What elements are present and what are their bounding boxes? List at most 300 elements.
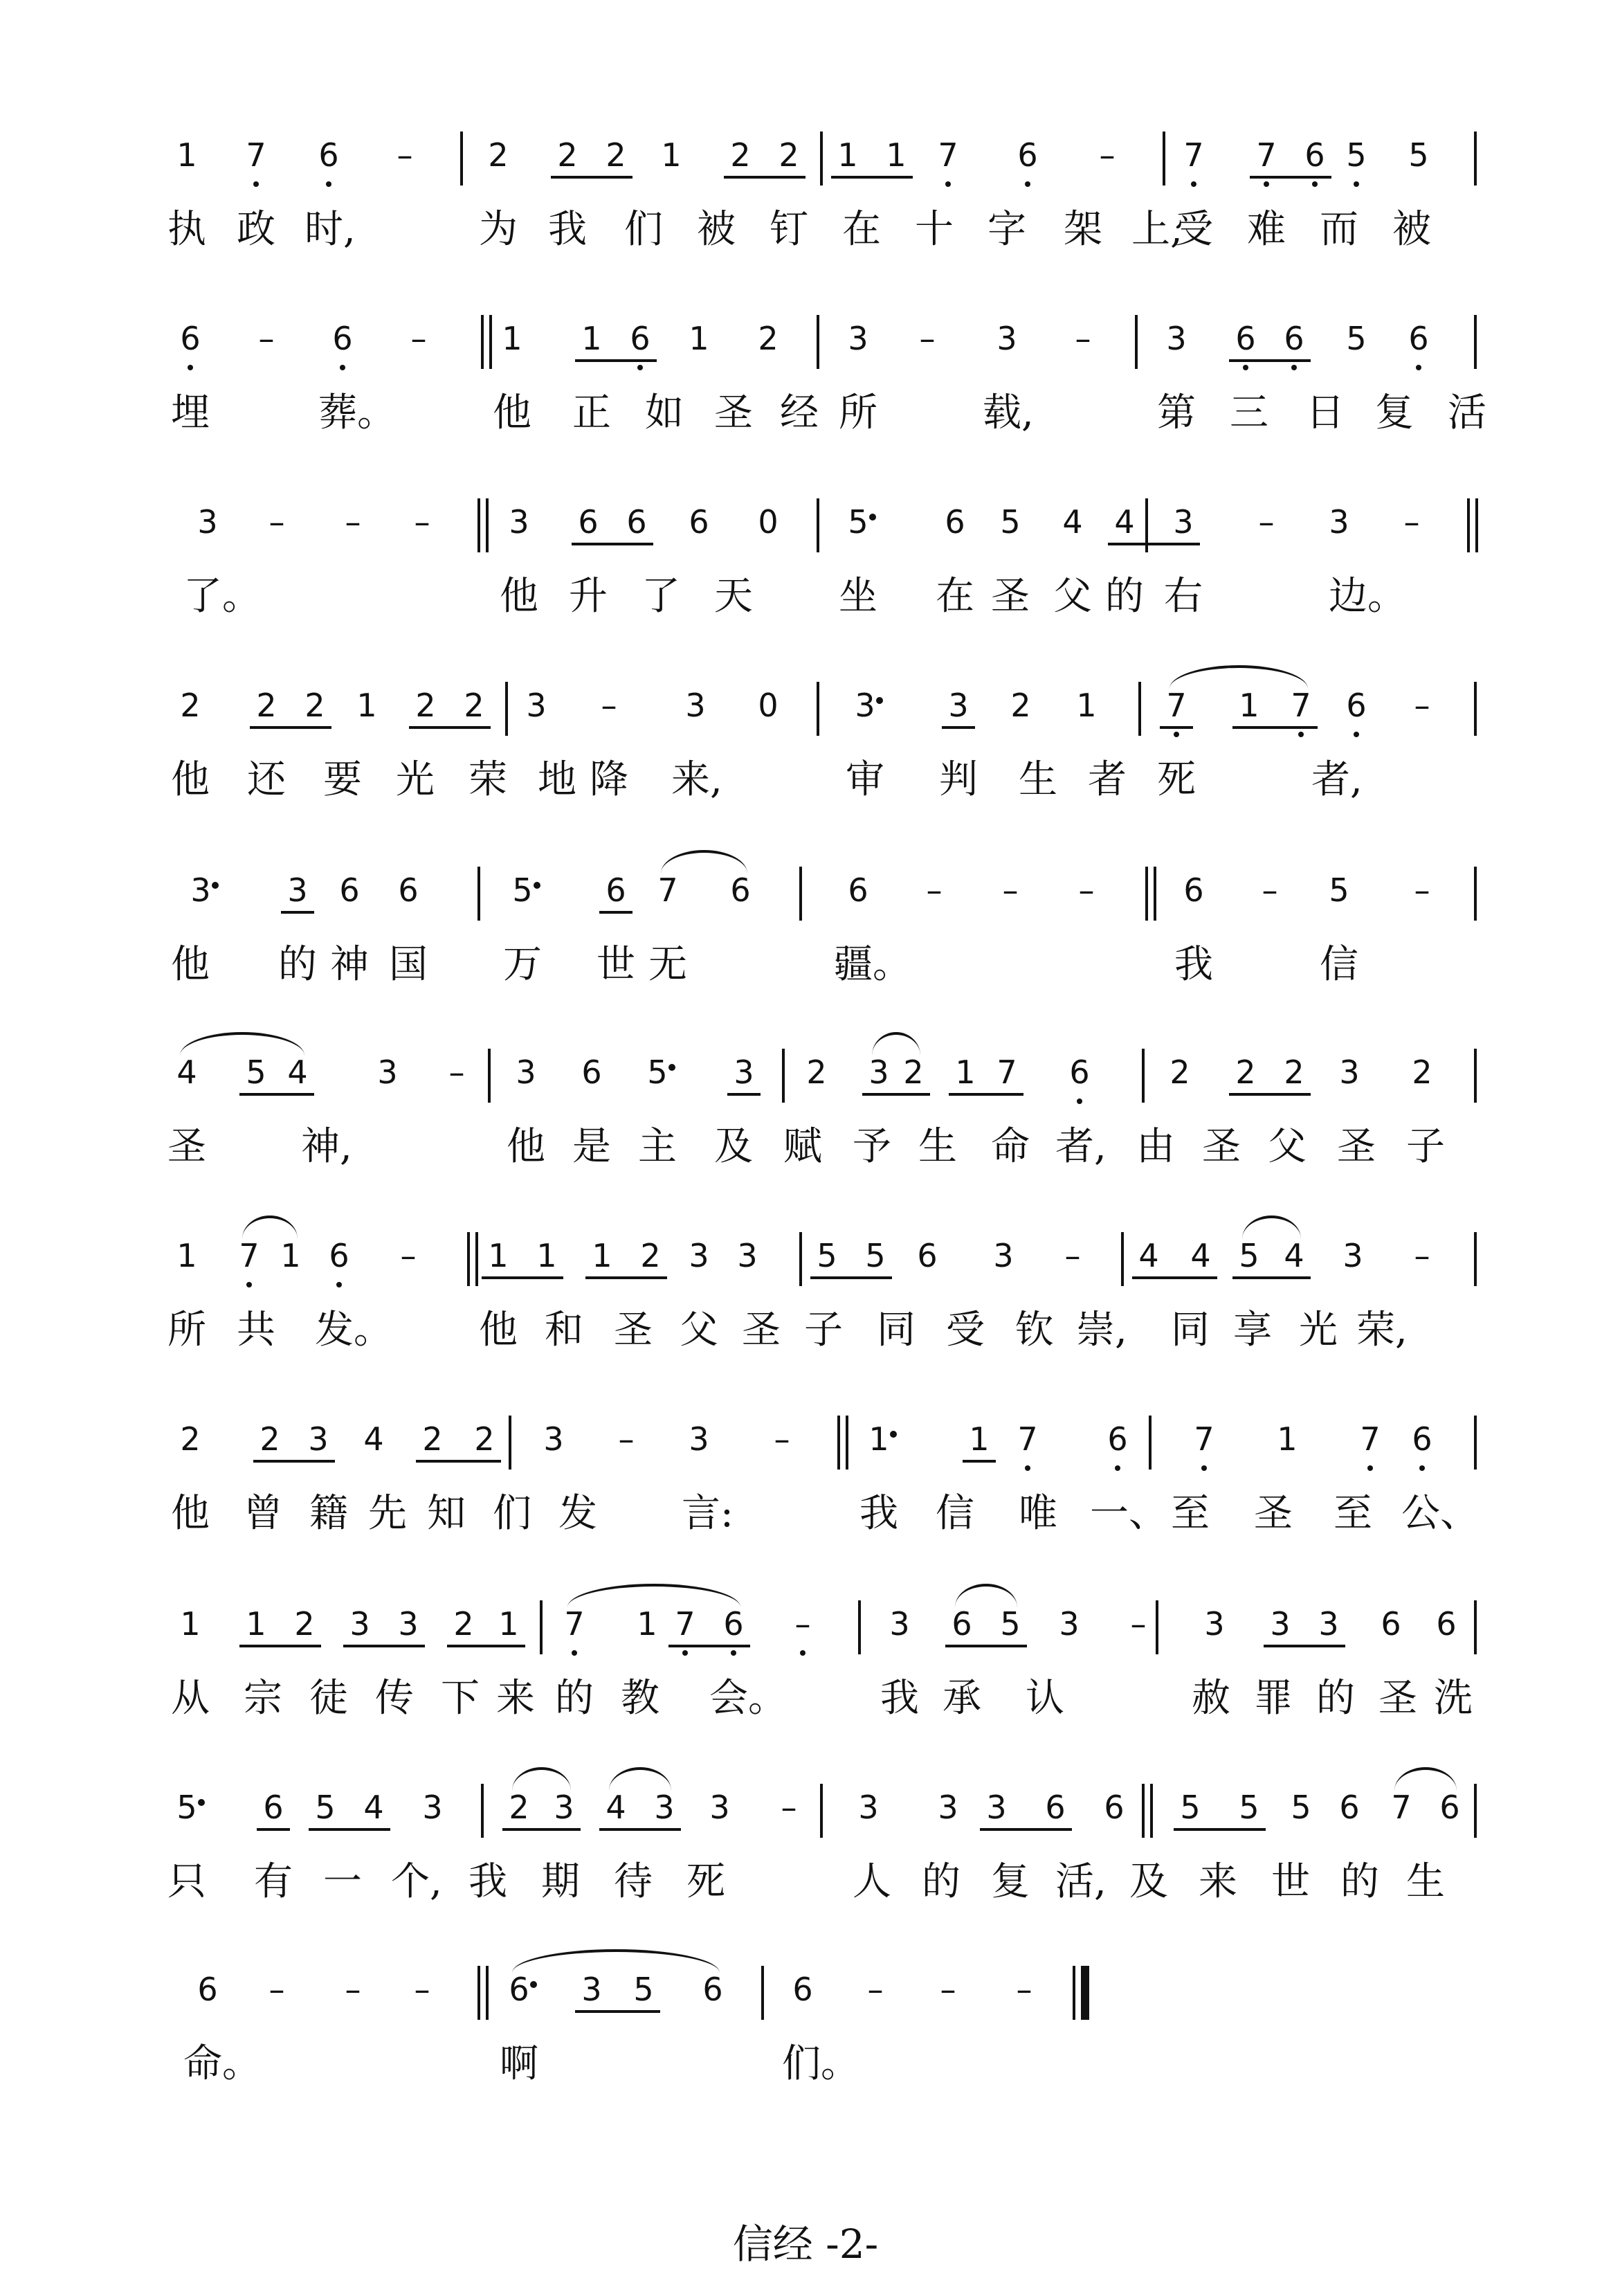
lyrics-row <box>0 1112 1611 1182</box>
lyric-syllable: 的 <box>1105 574 1144 619</box>
note <box>1337 294 1376 377</box>
lyric-syllable: 字 <box>987 207 1026 252</box>
barline <box>799 867 802 921</box>
note <box>1098 1395 1137 1478</box>
lyric-syllable: 人 <box>853 1859 891 1904</box>
note-digit: 6 <box>318 136 339 174</box>
note <box>548 111 587 194</box>
dash-extension <box>385 111 424 194</box>
underline-beam <box>575 359 657 362</box>
barline <box>1474 867 1477 921</box>
dash-extension <box>389 1211 428 1294</box>
note-digit: – <box>781 1789 797 1826</box>
note-digit: 5 <box>1329 871 1349 909</box>
lyric-syllable: 圣 <box>991 574 1030 619</box>
note <box>1067 661 1106 744</box>
double-barline <box>481 315 484 369</box>
note-digit: – <box>794 1605 811 1643</box>
note-digit: 1 <box>280 1237 301 1274</box>
note <box>929 111 967 194</box>
note-digit: 7 <box>675 1605 695 1643</box>
octave-dot <box>1025 1465 1030 1471</box>
note-digit: 3 <box>709 1789 730 1826</box>
note <box>908 1211 947 1294</box>
note <box>828 111 867 194</box>
note-digit: 5 <box>647 1054 668 1091</box>
lyric-syllable: 个, <box>391 1859 442 1904</box>
note-digit: 6 <box>630 320 650 357</box>
note-digit: 6 <box>263 1789 284 1826</box>
note-digit: 6 <box>792 1971 813 2008</box>
note <box>700 1763 739 1846</box>
note-digit: 1 <box>581 320 602 357</box>
note-digit: 2 <box>557 136 578 174</box>
note-digit: – <box>867 1971 884 2008</box>
lyric-syllable: 天 <box>714 574 753 619</box>
lyrics-row <box>0 1296 1611 1365</box>
note <box>783 1945 822 2028</box>
barline <box>799 1232 802 1286</box>
augmentation-dot <box>212 882 219 889</box>
barline <box>817 682 819 736</box>
lyric-syllable: 升 <box>569 574 608 619</box>
note-digit: 3 <box>543 1420 564 1458</box>
note-digit: 6 <box>1439 1789 1460 1826</box>
lyric-syllable: 圣 <box>1378 1676 1417 1721</box>
note <box>251 1395 289 1478</box>
score-system <box>0 1395 1611 1561</box>
double-barline <box>475 1232 478 1286</box>
augmentation-dot <box>876 697 883 704</box>
note <box>171 661 210 744</box>
lyrics-row <box>0 1664 1611 1733</box>
note-digit: 4 <box>1114 503 1135 541</box>
note-digit: 3 <box>1173 503 1194 541</box>
dash-extension <box>257 478 296 561</box>
dash-extension <box>247 294 286 377</box>
note-digit: 2 <box>1169 1054 1190 1091</box>
note-digit: 7 <box>564 1605 585 1643</box>
note-digit: 2 <box>180 687 201 724</box>
note-digit: 5 <box>1000 1605 1021 1643</box>
lyric-syllable: 一、 <box>1090 1491 1167 1536</box>
lyric-syllable: 复 <box>1375 390 1414 435</box>
lyric-syllable: 同 <box>1171 1308 1210 1353</box>
note-digit: – <box>258 320 275 357</box>
octave-dot <box>1298 732 1304 737</box>
note-digit: 6 <box>917 1237 938 1274</box>
note <box>1320 478 1358 561</box>
note <box>770 111 808 194</box>
underline-beam <box>949 1093 1023 1096</box>
note <box>929 1763 967 1846</box>
dash-extension <box>590 661 628 744</box>
note-digit: 5 <box>848 503 868 541</box>
dash-extension <box>334 1945 372 2028</box>
underline-beam <box>668 1645 750 1647</box>
lyric-syllable: 圣 <box>614 1308 653 1353</box>
note-digit: 7 <box>1194 1420 1214 1458</box>
note-digit: 6 <box>398 871 419 909</box>
barline <box>505 682 508 736</box>
lyric-syllable: 唯 <box>1019 1491 1057 1536</box>
note <box>171 294 210 377</box>
dash-extension <box>1392 478 1431 561</box>
lyric-syllable: 发 <box>558 1491 597 1536</box>
lyric-syllable: 会。 <box>709 1676 787 1721</box>
note <box>1036 1763 1075 1846</box>
octave-dot <box>1174 732 1179 737</box>
underline-beam <box>343 1645 425 1647</box>
note-digit: 3 <box>197 503 218 541</box>
lyric-syllable: 信 <box>936 1491 974 1536</box>
note-digit: 1 <box>488 1237 509 1274</box>
note-digit: – <box>400 1237 417 1274</box>
note-digit: 7 <box>1291 687 1311 724</box>
note <box>340 1580 379 1663</box>
lyric-syllable: 子 <box>804 1308 843 1353</box>
lyric-syllable: 曾 <box>244 1491 282 1536</box>
note-digit: 2 <box>903 1054 924 1091</box>
note <box>693 1945 732 2028</box>
lyric-syllable: 日 <box>1306 390 1345 435</box>
note-digit: 2 <box>415 687 436 724</box>
note-digit: 3 <box>938 1789 958 1826</box>
augmentation-dot <box>198 1799 205 1806</box>
dash-extension <box>403 478 442 561</box>
note-digit: 1 <box>180 1605 201 1643</box>
notation-row <box>0 1945 1611 2028</box>
lyric-syllable: 啊 <box>500 2041 538 2086</box>
octave-dot <box>1419 1465 1425 1471</box>
barline <box>1474 1049 1477 1103</box>
note <box>330 846 369 929</box>
note-digit: – <box>268 1971 285 2008</box>
lyric-syllable: 子 <box>1406 1124 1445 1169</box>
note-digit: 7 <box>1360 1420 1381 1458</box>
octave-dot <box>1264 181 1269 187</box>
note <box>254 1763 293 1846</box>
lyric-syllable: 们 <box>493 1491 531 1536</box>
lyric-syllable: 的 <box>555 1676 594 1721</box>
lyric-syllable: 圣 <box>1337 1124 1376 1169</box>
note-digit: 3 <box>581 1971 602 2008</box>
note-digit: 6 <box>626 503 647 541</box>
note-digit: 2 <box>806 1054 827 1091</box>
lyric-syllable: 有 <box>254 1859 293 1904</box>
octave-dot <box>336 1282 342 1287</box>
underline-beam <box>862 1093 930 1096</box>
note-digit: – <box>414 503 430 541</box>
dash-extension <box>1067 846 1106 929</box>
lyric-syllable: 们。 <box>782 2041 859 2086</box>
lyric-syllable: 他 <box>479 1308 518 1353</box>
octave-dot <box>1312 181 1318 187</box>
barline <box>820 1784 823 1838</box>
lyric-syllable: 被 <box>1392 207 1431 252</box>
dash-extension <box>770 1763 808 1846</box>
octave-dot <box>1077 1099 1082 1104</box>
dash-extension <box>915 846 954 929</box>
underline-beam <box>1232 726 1318 729</box>
note <box>987 294 1026 377</box>
barline <box>1142 1049 1145 1103</box>
note-digit: – <box>919 320 936 357</box>
note-digit: 6 <box>509 1971 529 2008</box>
note <box>181 846 220 929</box>
octave-dot <box>945 181 951 187</box>
octave-dot <box>326 181 331 187</box>
note <box>1399 111 1438 194</box>
lyric-syllable: 者, <box>1311 757 1363 802</box>
octave-dot <box>731 1650 736 1656</box>
lyric-syllable: 坐 <box>839 574 877 619</box>
note-digit: – <box>774 1420 790 1458</box>
note <box>569 478 608 561</box>
note <box>1060 1028 1099 1111</box>
note-digit: 3 <box>858 1789 879 1826</box>
lyric-syllable: 圣 <box>1202 1124 1241 1169</box>
dash-extension <box>1119 1580 1158 1663</box>
lyric-syllable: 在 <box>842 207 881 252</box>
barline <box>1474 1416 1477 1470</box>
note-digit: 1 <box>955 1054 976 1091</box>
score-system <box>0 1580 1611 1746</box>
barline <box>1474 1232 1477 1286</box>
note <box>295 661 334 744</box>
lyric-syllable: 正 <box>572 390 611 435</box>
underline-beam <box>1250 176 1331 179</box>
score-system <box>0 661 1611 827</box>
octave-dot <box>800 1650 806 1656</box>
note <box>493 294 531 377</box>
note-digit: – <box>414 1971 430 2008</box>
note-digit: 5 <box>633 1971 654 2008</box>
note-digit: – <box>1414 687 1430 724</box>
lyric-syllable: 被 <box>697 207 736 252</box>
note-digit: – <box>1078 871 1095 909</box>
dash-extension <box>403 1945 442 2028</box>
note <box>309 111 348 194</box>
underline-beam <box>257 1828 290 1831</box>
lyrics-row <box>0 1847 1611 1917</box>
underline-beam <box>1174 1828 1266 1831</box>
lyric-syllable: 疆。 <box>834 942 911 987</box>
note-digit: 1 <box>246 1605 266 1643</box>
note-digit: 3 <box>855 687 875 724</box>
lyric-syllable: 我 <box>1174 942 1213 987</box>
note-digit: 6 <box>1339 1789 1360 1826</box>
note-digit: 5 <box>1239 1789 1259 1826</box>
note-digit: 1 <box>356 687 377 724</box>
note-digit: – <box>601 687 617 724</box>
lyric-syllable: 而 <box>1320 207 1358 252</box>
note <box>1247 111 1286 194</box>
note-digit: 3 <box>287 871 308 909</box>
underline-beam <box>253 1460 335 1463</box>
lyric-syllable: 赋 <box>783 1124 822 1169</box>
underline-beam <box>1108 543 1200 545</box>
lyrics-row <box>0 2030 1611 2099</box>
lyric-syllable: 先 <box>368 1491 407 1536</box>
score-system <box>0 1763 1611 1929</box>
underline-beam <box>963 1460 996 1463</box>
note-digit: 1 <box>969 1420 990 1458</box>
note <box>171 1395 210 1478</box>
note-digit: 3 <box>1270 1605 1291 1643</box>
note <box>500 1945 538 2028</box>
note <box>489 1580 528 1663</box>
note <box>631 1211 670 1294</box>
note <box>1001 661 1040 744</box>
barline <box>1474 132 1477 186</box>
lyric-syllable: 所 <box>167 1308 206 1353</box>
dash-extension <box>991 846 1030 929</box>
note-digit: 3 <box>948 687 969 724</box>
note-digit: – <box>1002 871 1019 909</box>
octave-dot <box>637 365 643 370</box>
note-digit: 1 <box>837 136 858 174</box>
lyric-syllable: 洗 <box>1434 1676 1473 1721</box>
underline-beam <box>1160 726 1193 729</box>
augmentation-dot <box>534 882 540 889</box>
dash-extension <box>1403 661 1441 744</box>
dash-extension <box>1403 1211 1441 1294</box>
underline-beam <box>724 176 806 179</box>
note <box>859 1395 898 1478</box>
lyric-syllable: 埋 <box>171 390 210 435</box>
note <box>939 661 978 744</box>
note <box>188 1945 227 2028</box>
lyric-syllable: 由 <box>1136 1124 1175 1169</box>
note-digit: 6 <box>1104 1789 1125 1826</box>
note <box>856 1211 895 1294</box>
lyric-syllable: 他 <box>493 390 531 435</box>
note-digit: 1 <box>498 1605 519 1643</box>
underline-beam <box>551 176 632 179</box>
note <box>527 1211 566 1294</box>
lyric-syllable: 圣 <box>742 1308 781 1353</box>
dash-extension <box>437 1028 476 1111</box>
octave-dot <box>572 1650 577 1656</box>
underline-beam <box>447 1645 525 1647</box>
octave-dot <box>1243 365 1248 370</box>
note <box>1337 661 1376 744</box>
note <box>1171 1763 1210 1846</box>
lyric-syllable: 圣 <box>167 1124 206 1169</box>
lyric-syllable: 在 <box>936 574 974 619</box>
underline-beam <box>1229 1093 1311 1096</box>
lyric-syllable: 来 <box>1199 1859 1237 1904</box>
note <box>1105 478 1144 561</box>
lyric-syllable: 我 <box>548 207 587 252</box>
note-digit: 6 <box>197 1971 218 2008</box>
lyric-syllable: 来, <box>671 757 722 802</box>
octave-dot <box>1115 1465 1120 1471</box>
note-digit: – <box>345 1971 361 2008</box>
note-digit: 3 <box>190 871 211 909</box>
double-barline <box>467 1232 470 1286</box>
lyric-syllable: 是 <box>572 1124 611 1169</box>
dash-extension <box>1088 111 1127 194</box>
double-barline <box>1475 498 1478 552</box>
barline <box>1474 1784 1477 1838</box>
note <box>1053 478 1092 561</box>
octave-dot <box>682 1650 688 1656</box>
score-system <box>0 846 1611 1012</box>
barline <box>1474 682 1477 736</box>
lyric-syllable: 如 <box>645 390 684 435</box>
note-digit: 3 <box>889 1605 910 1643</box>
note <box>1268 1395 1307 1478</box>
note-digit: – <box>1130 1605 1147 1643</box>
lyric-syllable: 要 <box>323 757 362 802</box>
note-digit: 5 <box>176 1789 197 1826</box>
lyric-syllable: 公、 <box>1401 1491 1479 1536</box>
lyric-syllable: 上, <box>1131 207 1183 252</box>
lyric-syllable: 徒 <box>309 1676 348 1721</box>
note-digit: 2 <box>1010 687 1031 724</box>
lyric-syllable: 为 <box>479 207 518 252</box>
note-digit: 2 <box>758 320 779 357</box>
lyric-syllable: 圣 <box>714 390 753 435</box>
lyric-syllable: 只 <box>167 1859 206 1904</box>
note <box>1337 111 1376 194</box>
note <box>406 661 445 744</box>
note-digit: 3 <box>737 1237 758 1274</box>
note-digit: 4 <box>1190 1237 1211 1274</box>
note <box>1282 1763 1320 1846</box>
lyric-syllable: 死 <box>686 1859 725 1904</box>
note-digit: 1 <box>536 1237 557 1274</box>
lyric-syllable: 他 <box>171 942 210 987</box>
barline <box>820 132 823 186</box>
lyric-syllable: 生 <box>1019 757 1057 802</box>
barline <box>1474 315 1477 369</box>
notation-row <box>0 661 1611 744</box>
lyric-syllable: 的 <box>1340 1859 1379 1904</box>
note-digit: 2 <box>1284 1054 1304 1091</box>
lyric-syllable: 者, <box>1055 1124 1107 1169</box>
double-barline <box>477 1966 480 2020</box>
note-digit: 3 <box>554 1789 574 1826</box>
augmentation-dot <box>890 1431 897 1438</box>
note-digit: 7 <box>996 1054 1017 1091</box>
lyric-syllable: 待 <box>614 1859 653 1904</box>
note <box>849 1763 888 1846</box>
note <box>839 294 877 377</box>
note-digit: 6 <box>945 503 965 541</box>
note-digit: 3 <box>349 1605 370 1643</box>
lyric-syllable: 同 <box>877 1308 916 1353</box>
underline-beam <box>810 1276 892 1279</box>
lyric-syllable: 无 <box>648 942 687 987</box>
note-digit: 5 <box>1346 136 1367 174</box>
note-digit: 1 <box>1239 687 1259 724</box>
note-digit: 7 <box>1256 136 1277 174</box>
lyric-syllable: 父 <box>1053 574 1092 619</box>
note-digit: 5 <box>1408 136 1429 174</box>
note-digit: 6 <box>723 1605 744 1643</box>
lyric-syllable: 复 <box>991 1859 1030 1904</box>
dash-extension <box>399 294 438 377</box>
lyric-syllable: 至 <box>1171 1491 1210 1536</box>
lyric-syllable: 时, <box>304 207 356 252</box>
note-digit: 6 <box>689 503 709 541</box>
underline-beam <box>416 1460 501 1463</box>
double-barline <box>486 1966 489 2020</box>
note-digit: 7 <box>657 871 678 909</box>
